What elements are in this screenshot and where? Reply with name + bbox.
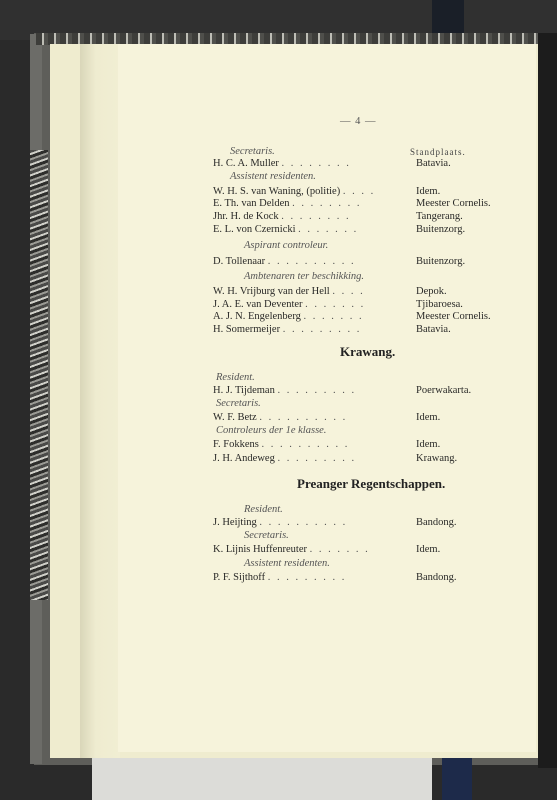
leader-dots: . . . . . . . . <box>281 158 351 169</box>
leader-dots: . . . . . . . . <box>292 198 362 209</box>
leader-dots: . . . . . . . <box>309 544 370 555</box>
entry-name: J. H. Andeweg . . . . . . . . . <box>213 453 357 464</box>
leader-dots: . . . . . . . . . . <box>259 412 348 423</box>
entry-name: H. C. A. Muller . . . . . . . . <box>213 158 351 169</box>
entry-name: E. L. von Czernicki . . . . . . . <box>213 224 359 235</box>
role-title: Secretaris. <box>244 530 289 541</box>
entry-name: W. F. Betz . . . . . . . . . . <box>213 412 348 423</box>
entry-place: Bandong. <box>416 517 457 528</box>
role-title: Aspirant controleur. <box>244 240 329 251</box>
role-title: Assistent residenten. <box>244 558 330 569</box>
leader-dots: . . . . <box>342 186 376 197</box>
role-title: Assistent residenten. <box>230 171 316 182</box>
entry-name: A. J. N. Engelenberg . . . . . . . <box>213 311 364 322</box>
role-title: Secretaris. <box>216 398 261 409</box>
leader-dots: . . . . . . . <box>298 224 359 235</box>
role-title: Resident. <box>244 504 283 515</box>
entry-name: J. Heijting . . . . . . . . . . <box>213 517 348 528</box>
leader-dots: . . . . . . . . . . <box>259 517 348 528</box>
entry-name: F. Fokkens . . . . . . . . . . <box>213 439 350 450</box>
leader-dots: . . . . . . . . . <box>267 572 347 583</box>
entry-place: Tjibaroesa. <box>416 299 463 310</box>
entry-name: D. Tollenaar . . . . . . . . . . <box>213 256 356 267</box>
entry-name: Jhr. H. de Kock . . . . . . . . <box>213 211 351 222</box>
entry-place: Batavia. <box>416 324 451 335</box>
leader-dots: . . . . . . . . . <box>282 324 362 335</box>
section-heading: Krawang. <box>340 344 396 359</box>
column-header: Standplaats. <box>410 147 466 157</box>
entry-name: P. F. Sijthoff . . . . . . . . . <box>213 572 347 583</box>
entry-place: Tangerang. <box>416 211 463 222</box>
entry-place: Meester Cornelis. <box>416 311 491 322</box>
leader-dots: . . . . . . . <box>303 311 364 322</box>
entry-place: Meester Cornelis. <box>416 198 491 209</box>
leader-dots: . . . . . . . <box>305 299 366 310</box>
entry-place: Bandong. <box>416 572 457 583</box>
entry-place: Idem. <box>416 544 441 555</box>
section-heading: Preanger Regentschappen. <box>297 476 446 491</box>
entry-name: H. Somermeijer . . . . . . . . . <box>213 324 362 335</box>
entry-name: J. A. E. van Deventer . . . . . . . <box>213 299 366 310</box>
page-number: — 4 — <box>340 116 377 127</box>
leader-dots: . . . . . . . . <box>281 211 351 222</box>
role-title: Controleurs der 1e klasse. <box>216 425 327 436</box>
leader-dots: . . . . . . . . . . <box>267 256 356 267</box>
role-title: Resident. <box>216 372 255 383</box>
entry-name: H. J. Tijdeman . . . . . . . . . <box>213 385 357 396</box>
entry-name: W. H. S. van Waning, (politie) . . . . <box>213 186 376 197</box>
entry-place: Idem. <box>416 412 441 423</box>
entry-place: Buitenzorg. <box>416 224 466 235</box>
entry-name: E. Th. van Delden . . . . . . . . <box>213 198 362 209</box>
entry-place: Krawang. <box>416 453 458 464</box>
entry-name: K. Lijnis Huffenreuter . . . . . . . <box>213 544 370 555</box>
leader-dots: . . . . . . . . . <box>277 385 357 396</box>
leader-dots: . . . . . . . . . <box>277 453 357 464</box>
entry-place: Poerwakarta. <box>416 385 472 396</box>
leader-dots: . . . . . . . . . . <box>261 439 350 450</box>
entry-place: Batavia. <box>416 158 451 169</box>
entry-place: Buitenzorg. <box>416 256 466 267</box>
role-title: Secretaris. <box>230 146 275 157</box>
entry-place: Idem. <box>416 186 441 197</box>
role-title: Ambtenaren ter beschikking. <box>244 271 365 282</box>
entry-place: Depok. <box>416 286 447 297</box>
leader-dots: . . . . <box>332 286 365 297</box>
entry-name: W. H. Vrijburg van der Hell . . . . <box>213 286 365 297</box>
entry-place: Idem. <box>416 439 441 450</box>
